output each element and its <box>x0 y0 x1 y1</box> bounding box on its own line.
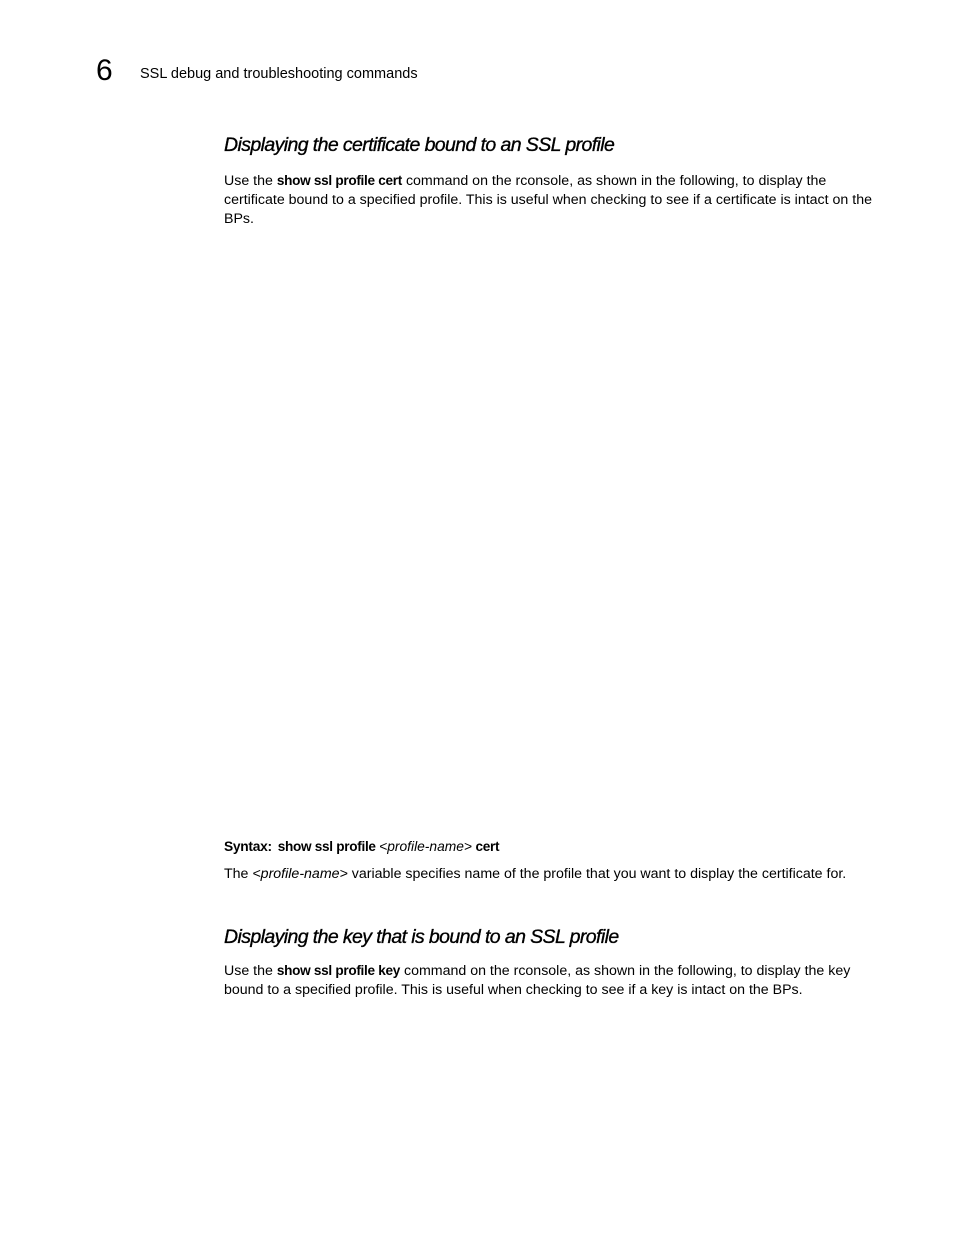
running-header-title: SSL debug and troubleshooting commands <box>140 66 418 82</box>
syntax-description <box>224 865 874 884</box>
syntax-label: Syntax: <box>224 839 272 854</box>
variable-name: <profile-name> <box>252 866 348 882</box>
section-paragraph-certificate <box>224 172 874 228</box>
paragraph-text: command on the rconsole, as shown in the following, to display the certificate bound to a specified profile. This is useful when checking to see if a certificate is intact on the BPs. <box>224 173 872 227</box>
syntax-command: show ssl profile <box>277 839 380 854</box>
paragraph-text: Use the <box>224 173 277 189</box>
syntax-command-end: cert <box>471 839 500 854</box>
paragraph-text: command on the rconsole, as shown in the following, to display the key bound to a specified profile. This is useful when checking to see if a key is intact on the BPs. <box>224 963 851 998</box>
section-heading-certificate: Displaying the certificate bound to an SSL profile <box>224 134 615 156</box>
paragraph-text: Use the <box>224 963 277 979</box>
paragraph-text: variable specifies name of the profile that you want to display the certificate for. <box>347 866 847 882</box>
syntax-variable: <profile-name> <box>379 839 472 854</box>
paragraph-text: The <box>224 866 253 882</box>
chapter-number: 6 <box>96 54 113 87</box>
command-name: show ssl profile cert <box>276 173 402 188</box>
syntax-line <box>224 838 874 856</box>
section-heading-key: Displaying the key that is bound to an SSL profile <box>224 926 619 948</box>
section-paragraph-key <box>224 962 874 1000</box>
command-name: show ssl profile key <box>276 963 401 978</box>
